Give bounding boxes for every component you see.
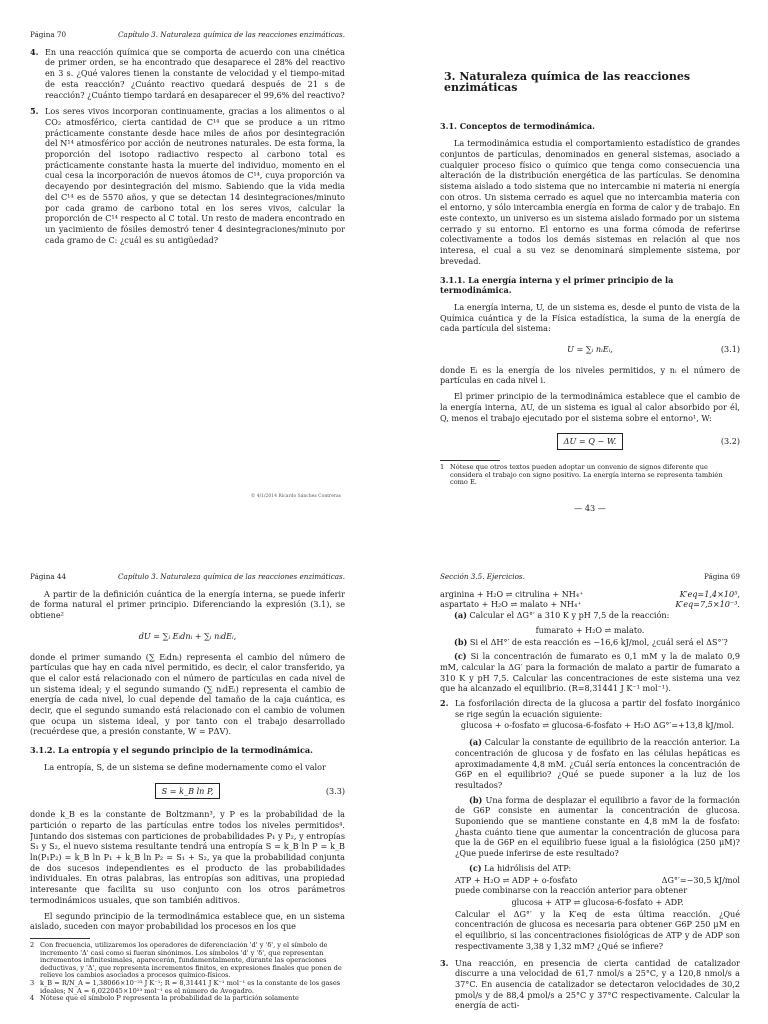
paragraph: La energía interna, U, de un sistema es, desde el punto de vista de la Química cuántica y de la Física estadística, la suma de la energía de cada partícula del sistema: [440, 301, 740, 334]
exercise-body [455, 698, 740, 951]
page-43 [440, 30, 740, 520]
paragraph: donde Eᵢ es la energía de los niveles permitidos, y nᵢ el número de partículas en cada nivel i. [440, 364, 740, 386]
footnote-mark: 3 [30, 978, 35, 987]
footnote-text: k_B = R/N_A = 1,38066×10⁻²³ J K⁻¹; R = 8,31441 J K⁻¹ mol⁻¹ es la constante de los gases ideales; N_A = 6,022045×10²³ mol⁻¹ es el número de Avogadro. [40, 978, 341, 995]
paragraph: donde k_B es la constante de Boltzmann³, y P es la probabilidad de la partición o reparto de las partículas entre todos los niveles permitidos⁴. Juntando dos sistemas con particiones de probabilidades P₁ y P₂, y entropías S₁ y S₂, el nuevo sistema resultante tendrá una entropía S = k_B ln P = k_B ln(P₁P₂) = k_B ln P₁ + k_B ln P₂ = S₁ + S₂, ya que la probabilidad conjunta de dos sucesos independientes es el producto de las probabilidades individuales. En otras palabras, las entropías son aditivas, una propiedad interesante que facilita su uso conjunto con los otros parámetros termodinámicos usuales, que son también aditivos. [30, 809, 345, 905]
page-header [30, 572, 345, 583]
question [455, 795, 740, 859]
question-label: (a) [469, 737, 482, 748]
footnote-text: Con frecuencia, utilizaremos los operadores de diferenciación 'd' y 'δ', y el símbolo de incremento 'Δ' casi como si fueran sinónimos. Los símbolos 'd' y 'δ', que representan incrementos infinitesimales, aparecerán, fundamentalmente, durante las operaciones deductivas, y 'Δ', que representa incrementos finitos, en expresiones finales que ponen de relieve los cambios asociados a procesos químico-físicos. [40, 940, 342, 980]
exercise-number: 5. [30, 106, 39, 117]
paragraph: donde el primer sumando (∑ Eᵢdnᵢ) representa el cambio del número de partículas que hay en cada nivel permitido, es decir, el calor transferido, ya que el calor está relacionado con el número de partículas en cada nivel de un sistema ideal; y el segundo sumando (∑ nᵢdEᵢ) representa el cambio de energía de cada nivel, lo cual depende del tamaño de la caja cuántica, es decir, que el segundo sumando está relacionado con el cambio de volumen que ocupa un sistema ideal, y por tanto con el trabajo desarrollado (recuérdese que, a presión constante, W = PΔV). [30, 651, 345, 737]
footnote [30, 980, 345, 995]
question-label: (b) [469, 794, 483, 805]
footnote [30, 942, 345, 980]
question-text: Calcular la constante de equilibrio de la reacción anterior. La concentración de glucosa y de fosfato en las células hepáticas es aproximadamente 4,8 mM. ¿Cuál sería entonces la concentración de G6P en el equilibrio? ¿Qué se puede suponer a la luz de los resultados? [455, 737, 740, 790]
question [455, 863, 740, 874]
footnote-mark: 2 [30, 940, 35, 949]
free-energy: ΔG°′=−30,5 kJ/mol [661, 874, 740, 885]
section-title: 3.1. Conceptos de termodinámica. [440, 121, 595, 132]
exercise-number: 4. [30, 46, 39, 57]
page-number: — 43 — [574, 502, 606, 513]
paragraph: El primer principio de la termodinámica establece que el cambio de la energía interna, ΔU, de un sistema es igual al calor absorbido por él, Q, menos el trabajo ejecutado por el sistema sobre el entorno¹, W: [440, 391, 740, 423]
exercise-number: 2. [440, 698, 449, 709]
exercise-item [30, 47, 345, 101]
footnote [30, 995, 345, 1003]
reaction: aspartato + H₂O ⇌ malato + NH₄⁺ [440, 599, 582, 610]
equation-body: ΔU = Q − W. [557, 433, 624, 450]
header-chapter-title: Capítulo 3. Naturaleza química de las reacciones enzimáticas. [118, 30, 345, 39]
exercise-item [440, 958, 740, 1012]
equation-3-2 [440, 433, 740, 450]
question-text: Si la concentración de fumarato es 0,1 mM y la de malato 0,9 mM, calcular la ΔG′ para la formación de malato a partir de fumarato a 310 K y pH 7,5. Calcular las concentraciones de este sistema una vez que ha alcanzado el equilibrio. (R=8,31441 J K⁻¹ mol⁻¹). [440, 651, 740, 694]
footnote-text: Nótese que el símbolo P representa la probabilidad de la partición solamente [40, 994, 299, 1003]
footnote-rule [30, 938, 90, 939]
footnote-text: Nótese que otros textos pueden adoptar un convenio de signos diferente que considera el trabajo con signo positivo. La energía interna se representa también como E. [450, 462, 723, 487]
equation-number: (3.2) [720, 436, 740, 447]
footnote-mark: 1 [440, 462, 445, 471]
question-label: (b) [454, 636, 468, 647]
page-70 [30, 30, 345, 510]
question [440, 651, 740, 694]
subsection-title: 3.1.1. La energía interna y el primer principio de la termodinámica. [440, 274, 674, 296]
exercise-text: Una reacción, en presencia de cierta cantidad de catalizador discurre a una velocidad de 61,7 nmol/s a 25°C, y a 120,8 nmol/s a 37°C. En ausencia de catalizador se detectaron velocidades de 30,2 pmol/s y de 88,4 pmol/s a 25°C y 37°C respectivamente. Calcular la energía de acti- [455, 957, 740, 1011]
question-text: Calcular el ΔG°′ y la K′eq de esta última reacción. ¿Qué concentración de glucosa es necesaria para obtener G6P 250 μM en el equilibrio, si las concentraciones fisiológicas de ATP y de ADP son respectivamente 3,38 y 1,32 mM? ¿Qué se infiere? [455, 908, 740, 951]
footnote-rule [440, 460, 500, 461]
paragraph: La entropía, S, de un sistema se define modernamente como el valor [44, 761, 326, 772]
equation-body: dU = ∑ᵢ Eᵢdnᵢ + ∑ᵢ nᵢdEᵢ, [138, 630, 237, 641]
header-chapter-title: Capítulo 3. Naturaleza química de las reacciones enzimáticas. [118, 572, 345, 581]
header-page-number: Página 69 [703, 572, 740, 581]
equation-body: S = k_B ln P, [155, 783, 221, 800]
equation-body: U = ∑ᵢ nᵢEᵢ, [567, 344, 613, 355]
equation-number: (3.3) [325, 785, 345, 796]
footnote [440, 464, 740, 487]
question-label: (a) [454, 610, 467, 621]
subsection-title: 3.1.2. La entropía y el segundo principio de la termodinámica. [30, 745, 313, 756]
exercise-text: La fosforilación directa de la glucosa a partir del fosfato inorgánico se rige según la ecuación siguiente: [455, 698, 740, 719]
header-page-number: Página 70 [30, 30, 67, 39]
question-text: Una forma de desplazar el equilibrio a favor de la formación de G6P consiste en aumentar la concentración de glucosa. Suponiendo que se mantiene constante en 4,8 mM la de fosfato: ¿hasta cuánto tiene que aumentar la concentración de glucosa para que la de G6P en el equilibrio fuese igual a la fisiológica (250 μM)? ¿Que puede inferirse de este resultado? [455, 794, 740, 859]
reaction-centered: fumarato + H₂O ⇌ malato. [535, 624, 645, 635]
reaction-line [440, 599, 740, 610]
question-label: (c) [469, 862, 482, 873]
reaction: ATP + H₂O ⇌ ADP + o-fosfato [455, 874, 578, 885]
reaction: arginina + H₂O ⇌ citrulina + NH₄⁺ [440, 588, 584, 599]
reaction-line [440, 589, 740, 600]
page-header [440, 572, 740, 583]
exercise-item [30, 106, 345, 245]
header-page-number: Página 44 [30, 572, 67, 581]
exercise-text: En una reacción química que se comporta de acuerdo con una cinética de primer orden, se ha encontrado que desaparece el 28% del reactivo en 3 s. ¿Qué valores tienen la constante de velocidad y el tiempo-mitad de esta reacción? ¿Cuánto reactivo quedará después de 21 s de reacción? ¿Cuánto tiempo tardará en desaparecer el 99,6% del reactivo? [45, 46, 345, 100]
exercise-text: Los seres vivos incorporan continuamente, gracias a los alimentos o al CO₂ atmosférico, cierta cantidad de C¹⁴ que se produce a un ritmo prácticamente constante desde hace miles de años por desintegración del N¹⁴ atmosférico por acción de neutrones naturales. De esta forma, la proporción del isotopo radiactivo respecto al carbono total es prácticamente constante hasta la muerte del individuo, momento en el cual cesa la incorporación de nuevos átomos de C¹⁴, cuya proporción va decayendo por desintegración del mismo. Sabiendo que la vida media del C¹⁴ es de 5570 años, y que se detectan 14 desintegraciones/minuto por cada gramo de carbono total en los seres vivos, calcular la proporción de C¹⁴ respecto al C total. Un resto de madera encontrado en un yacimiento de fósiles demostró tener 4 desintegraciones/minuto por cada gramo de C: ¿cuál es su antigüedad? [45, 106, 345, 245]
chapter-title: 3. Naturaleza química de las reacciones enzimáticas [444, 70, 691, 94]
copyright-notice: © 4/1/2014 Ricardo Sánchez Contreras [250, 494, 341, 499]
question [440, 610, 740, 621]
paragraph: A partir de la definición cuántica de la energía interna, se puede inferir de forma natural el primer principio. Diferenciando la expresión (3.1), se obtiene² [30, 588, 345, 621]
equation-3-3 [30, 783, 345, 800]
question-text: puede combinarse con la reacción anterior para obtener [455, 885, 688, 896]
equation-3-1 [440, 344, 740, 355]
exercise-number: 3. [440, 957, 449, 968]
equilibrium-constant: K′eq=7,5×10⁻³. [675, 599, 740, 610]
question-text: La hidrólisis del ATP: [484, 862, 572, 873]
equation-number: (3.1) [720, 344, 740, 355]
question-text: Si el ΔH°′ de esta reacción es −16,6 kJ/mol, ¿cuál será el ΔS°′? [469, 636, 728, 647]
question-text: Calcular el ΔG°′ a 310 K y pH 7,5 de la reacción: [469, 610, 670, 621]
equation-du [30, 631, 345, 642]
reaction-centered: glucosa + ATP ⇌ glucosa-6-fosfato + ADP. [511, 896, 684, 907]
question-label: (c) [454, 651, 467, 662]
question [455, 737, 740, 791]
page-44 [30, 572, 345, 1024]
equilibrium-constant: K′eq=1,4×10⁵, [679, 588, 740, 599]
exercise-item [440, 698, 740, 951]
paragraph: El segundo principio de la termodinámica establece que, en un sistema aislado, suceden con mayor probabilidad los procesos en los que [30, 910, 345, 932]
reaction-line [455, 875, 740, 886]
footnote-mark: 4 [30, 994, 35, 1003]
header-section: Sección 3.5. Ejercicios. [440, 572, 525, 581]
page-header [30, 30, 345, 41]
paragraph: La termodinámica estudia el comportamiento estadístico de grandes conjuntos de partículas, denominados en general sistemas, asociado a cualquier proceso físico o químico que tenga como consecuencia una alteración de la distribución energética de las partículas. Se denomina sistema aislado a todo sistema que no intercambie ni materia ni energía con otros. Un sistema cerrado es aquel que no intercambia materia con el entorno, y sólo intercambia energía en forma de calor y de trabajo. En este contexto, un universo es un sistema aislado formado por un sistema cerrado y su entorno. El entorno es una forma cómoda de referirse colectivamente a todos los demás sistemas en relación al que nos interesa, el cual a su vez se denominará simplemente sistema, por brevedad. [440, 138, 740, 266]
page-69 [440, 572, 740, 1024]
reaction-centered: glucosa + o-fosfato ⇌ glucosa-6-fosfato + H₂O ΔG°′=+13,8 kJ/mol. [460, 720, 735, 731]
question [440, 637, 740, 648]
